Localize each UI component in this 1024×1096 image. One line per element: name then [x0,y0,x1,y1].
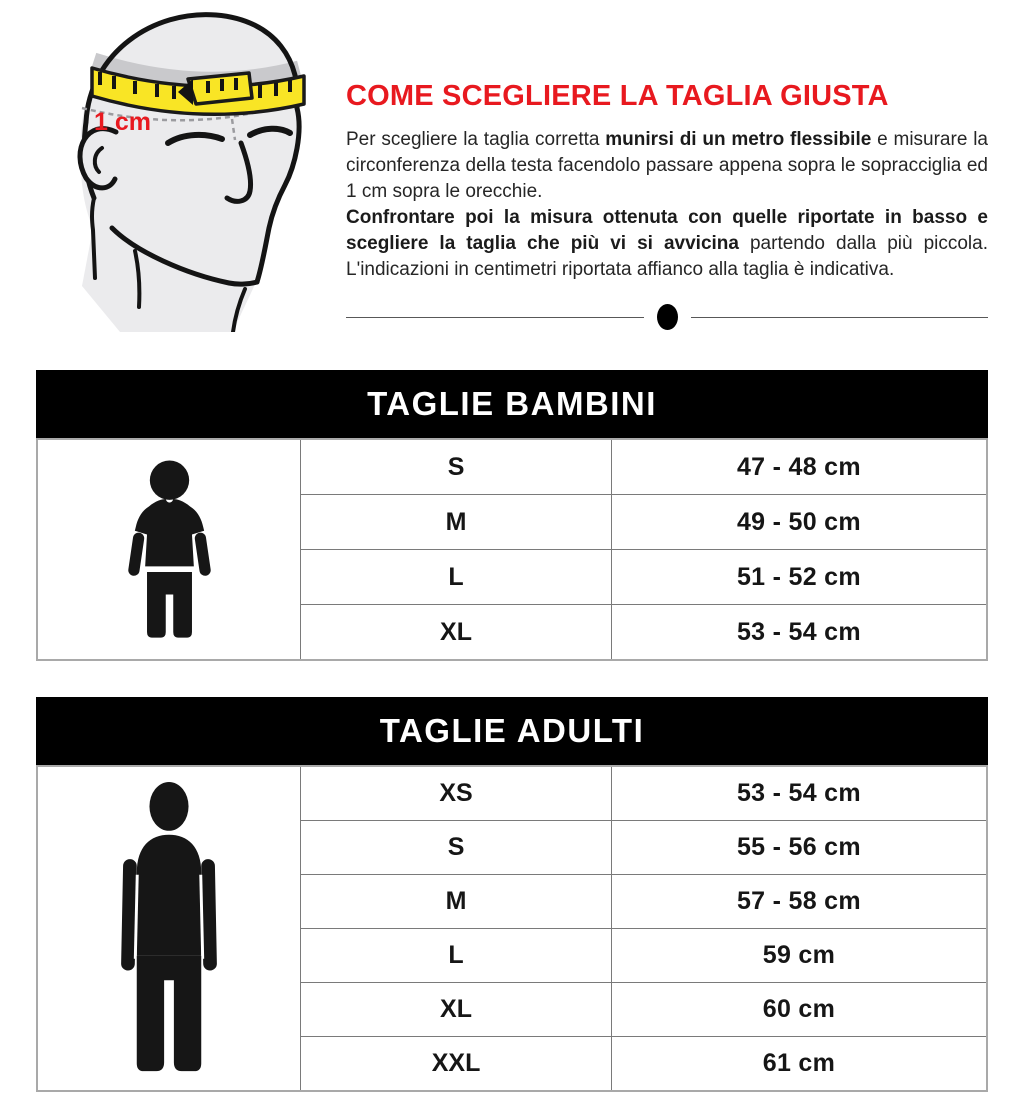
intro-section [36,0,988,334]
intro-text-column [338,0,988,334]
children-size-table [36,370,988,661]
measure-cell: 53 - 54 cm [611,766,987,821]
table-row [37,439,987,495]
adult-size-table [36,697,988,1092]
divider-line-right [691,317,989,318]
children-table-title: TAGLIE BAMBINI [36,370,988,438]
head-measurement-illustration [36,0,338,334]
page-title: COME SCEGLIERE LA TAGLIA GIUSTA [346,80,889,112]
intro-paragraph-1: Per scegliere la taglia corretta munirsi di un metro flessibile e misurare la circonferenza della testa facendolo passare appena sopra le sopracciglia ed 1 cm sopra le orecchie. [346,129,988,202]
table-row [37,766,987,821]
children-table [36,438,988,661]
measure-cell: 57 - 58 cm [611,875,987,929]
intro-paragraph-2: Confrontare poi la misura ottenuta con quelle riportate in basso e scegliere la taglia che più vi si avvicina partendo dalla più piccola. L'indicazioni in centimetri riportata affianco alla taglia è indicativa. [346,207,988,280]
measure-cell: 55 - 56 cm [611,821,987,875]
size-cell: S [301,439,612,495]
measure-cell: 59 cm [611,929,987,983]
size-cell: M [301,495,612,550]
child-silhouette-icon [37,439,301,660]
measure-cell: 51 - 52 cm [611,550,987,605]
size-cell: XS [301,766,612,821]
divider-dot [657,304,678,330]
size-cell: L [301,929,612,983]
size-cell: XL [301,605,612,661]
ear [80,129,116,188]
size-cell: L [301,550,612,605]
section-divider [346,302,988,332]
measure-cell: 53 - 54 cm [611,605,987,661]
size-cell: XXL [301,1037,612,1092]
divider-line-left [346,317,644,318]
measure-cell: 49 - 50 cm [611,495,987,550]
one-cm-label: 1 cm [94,108,151,136]
head-with-tape-icon [36,0,336,332]
size-cell: S [301,821,612,875]
size-cell: XL [301,983,612,1037]
adult-silhouette-icon [37,766,301,1091]
measure-cell: 60 cm [611,983,987,1037]
adult-table [36,765,988,1092]
size-cell: M [301,875,612,929]
measure-cell: 61 cm [611,1037,987,1092]
measure-cell: 47 - 48 cm [611,439,987,495]
adult-table-title: TAGLIE ADULTI [36,697,988,765]
